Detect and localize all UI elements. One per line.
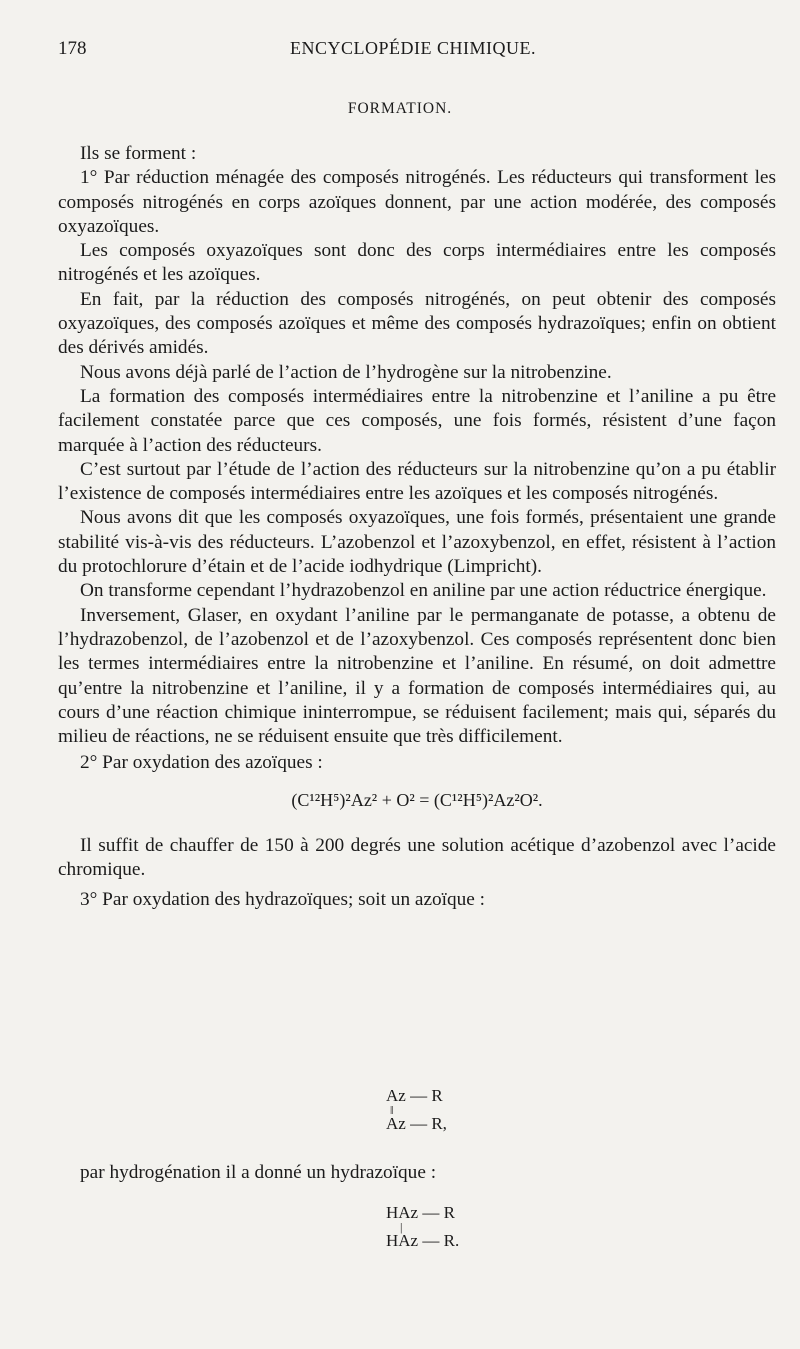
paragraph: On transforme cependant l’hydrazobenzol en aniline par une action réductrice énergique. (80, 580, 767, 602)
paragraph: Il suffit de chauffer de 150 à 200 degrés une solution acétique d’azobenzol avec l’acide chromique. (58, 834, 776, 881)
paragraph: 3° Par oxydation des hydrazoïques; soit un azoïque : (80, 889, 486, 911)
azo-line-1: Az — R (386, 1086, 443, 1105)
paragraph: C’est surtout par l’étude de l’action des réducteurs sur la nitrobenzine qu’on a pu établir l’existence de composés intermédiaires entre les azoïques et les composés nitrogénés. (58, 458, 776, 505)
body-text (58, 142, 776, 913)
paragraph: Nous avons dit que les composés oxyazoïques, une fois formés, présentaient une grande stabilité vis-à-vis des réducteurs. L’azobenzol et l’azoxybenzol, en effet, résistent à l’action du protochlorure d’étain et de l’acide iodhydrique (Limpricht). (58, 507, 776, 578)
section-title: FORMATION. (347, 100, 453, 117)
azo-structure (386, 1086, 447, 1134)
double-bond: ‖ (390, 1103, 394, 1117)
paragraph: Ils se forment : (80, 143, 197, 164)
paragraph: Inversement, Glaser, en oxydant l’aniline par le permanganate de potasse, a obtenu de l’hydrazobenzol, de l’azobenzol et de l’azoxybenzol. Ces composés représentent donc bien les termes intermédiaires entre la nitrobenzine et l’aniline. En résumé, on doit admettre qu’entre la nitrobenzine et l’aniline, il y a formation de composés intermédiaires qui, au cours d’une réaction chimique ininterrompue, se réduisent facilement; mais qui, séparés du milieu de réactions, ne se réduisent ensuite que très difficilement. (58, 604, 776, 748)
hydrazo-structure (386, 1203, 459, 1251)
formula-oxidation: (C¹²H⁵)²Az² + O² = (C¹²H⁵)²Az²O². (291, 789, 543, 810)
paragraph: Les composés oxyazoïques sont donc des corps intermédiaires entre les composés nitrogénés et les azoïques. (58, 240, 776, 286)
paragraph: 2° Par oxydation des azoïques : (80, 752, 323, 774)
running-title: ENCYCLOPÉDIE CHIMIQUE. (290, 38, 536, 58)
page-header (58, 38, 768, 64)
azo-line-2: Az — R, (386, 1114, 447, 1133)
paragraph: En fait, par la réduction des composés nitrogénés, on peut obtenir des composés oxyazoïques, des composés azoïques et même des composés hydrazoïques; enfin on obtient des dérivés amidés. (58, 288, 776, 359)
paragraph: par hydrogénation il a donné un hydrazoïque : (80, 1162, 437, 1183)
paragraph: La formation des composés intermédiaires entre la nitrobenzine et l’aniline a pu être facilement constatée parce que ces composés, une fois formés, résistent d’une façon marquée à l’action des réducteurs. (58, 385, 776, 456)
paragraph: 1° Par réduction ménagée des composés nitrogénés. Les réducteurs qui transforment les composés nitrogénés en corps azoïques donnent, par une action modérée, des composés oxyazoïques. (58, 167, 776, 237)
paragraph: Nous avons déjà parlé de l’action de l’hydrogène sur la nitrobenzine. (80, 361, 612, 383)
hydrazo-line-2: HAz — R. (386, 1231, 460, 1250)
page-number: 178 (58, 38, 87, 59)
hydrazo-line-1: HAz — R (386, 1203, 455, 1222)
single-bond: | (400, 1220, 403, 1234)
